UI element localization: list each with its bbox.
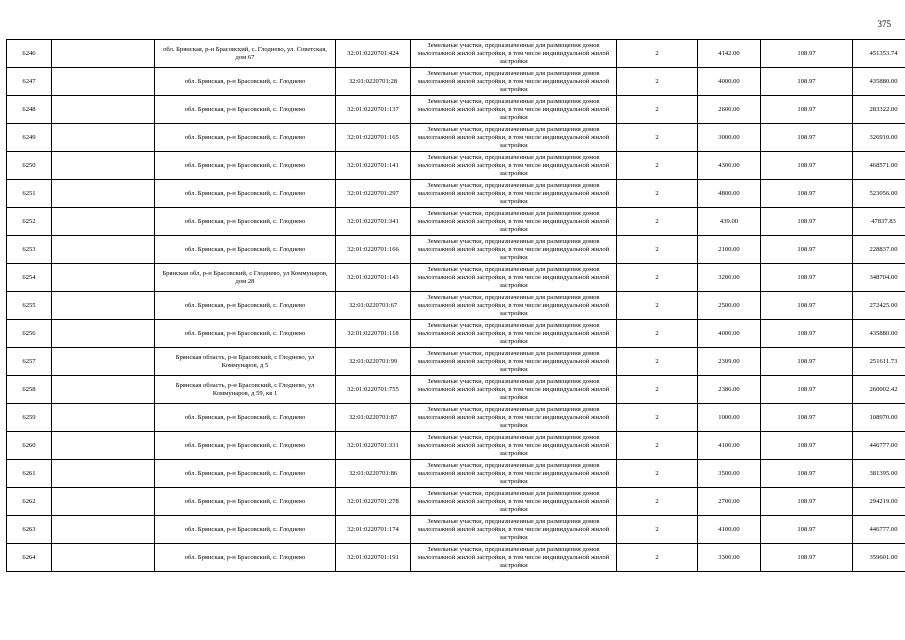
address-cell: обл. Брянская, р-н Брасовский, с. Глоднево (155, 152, 336, 180)
table-row (7, 292, 905, 320)
cadastral-value-cell: 435880.00 (853, 320, 905, 348)
specific-value-cell: 108.97 (761, 68, 853, 96)
cadastral-value-cell: 348704.00 (853, 264, 905, 292)
cadastral-number-cell: 32:01:0220701:28 (336, 68, 411, 96)
address-cell: обл. Брянская, р-н Брасовский, с. Глоднево (155, 432, 336, 460)
address-cell: обл. Брянская, р-н Брасовский, с. Глоднево (155, 544, 336, 572)
cadastral-value-cell: 451353.74 (853, 40, 905, 68)
land-use-purpose-cell: Земельные участки, предназначенные для размещения домов малоэтажной жилой застройки, в том числе индивидуальной жилой застройки (411, 124, 617, 152)
table-row (7, 264, 905, 292)
cadastral-number-cell: 32:01:0220701:67 (336, 292, 411, 320)
cadastral-number-cell: 32:01:0220701:755 (336, 376, 411, 404)
row-number-cell: 6263 (7, 516, 52, 544)
area-cell: 4300.00 (698, 152, 761, 180)
table-row (7, 208, 905, 236)
cadastral-value-cell: 251611.73 (853, 348, 905, 376)
row-number-cell: 6264 (7, 544, 52, 572)
address-cell: обл. Брянская, р-н Брасовский, с. Глоднево (155, 460, 336, 488)
area-cell: 4000.00 (698, 68, 761, 96)
address-cell: Брянская область, р-н Брасовский, с Глоднево, ул Коммунаров, д 59, кв 1 (155, 376, 336, 404)
table-row (7, 68, 905, 96)
land-use-purpose-cell: Земельные участки, предназначенные для размещения домов малоэтажной жилой застройки, в том числе индивидуальной жилой застройки (411, 96, 617, 124)
cadastral-value-cell: 446777.00 (853, 516, 905, 544)
land-use-purpose-cell: Земельные участки, предназначенные для размещения домов малоэтажной жилой застройки, в том числе индивидуальной жилой застройки (411, 236, 617, 264)
cadastral-number-cell: 32:01:0220701:137 (336, 96, 411, 124)
table-row (7, 152, 905, 180)
row-number-cell: 6249 (7, 124, 52, 152)
address-cell: обл. Брянская, р-н Брасовский, с. Глоднево (155, 124, 336, 152)
table-row (7, 180, 905, 208)
cadastral-number-cell: 32:01:0220701:99 (336, 348, 411, 376)
cadastral-value-cell: 294219.00 (853, 488, 905, 516)
cadastral-number-cell: 32:01:0220701:165 (336, 124, 411, 152)
table-row (7, 124, 905, 152)
empty-cell (52, 376, 155, 404)
address-cell: обл. Брянская, р-н Брасовский, с. Глоднево (155, 488, 336, 516)
cadastral-number-cell: 32:01:0220701:174 (336, 516, 411, 544)
area-cell: 2100.00 (698, 236, 761, 264)
land-use-purpose-cell: Земельные участки, предназначенные для размещения домов малоэтажной жилой застройки, в том числе индивидуальной жилой застройки (411, 320, 617, 348)
cadastral-value-cell: 326910.00 (853, 124, 905, 152)
empty-cell (52, 68, 155, 96)
land-use-purpose-cell: Земельные участки, предназначенные для размещения домов малоэтажной жилой застройки, в том числе индивидуальной жилой застройки (411, 348, 617, 376)
row-number-cell: 6258 (7, 376, 52, 404)
table-row (7, 236, 905, 264)
row-number-cell: 6250 (7, 152, 52, 180)
land-use-purpose-cell: Земельные участки, предназначенные для размещения домов малоэтажной жилой застройки, в том числе индивидуальной жилой застройки (411, 488, 617, 516)
empty-cell (52, 152, 155, 180)
row-number-cell: 6261 (7, 460, 52, 488)
area-cell: 2700.00 (698, 488, 761, 516)
table-row (7, 96, 905, 124)
area-cell: 2386.00 (698, 376, 761, 404)
address-cell: обл. Брянская, р-н Брасовский, с. Глоднево (155, 236, 336, 264)
cadastral-number-cell: 32:01:0220701:141 (336, 152, 411, 180)
category-cell: 2 (617, 40, 698, 68)
specific-value-cell: 108.97 (761, 180, 853, 208)
row-number-cell: 6251 (7, 180, 52, 208)
specific-value-cell: 108.97 (761, 432, 853, 460)
address-cell: обл. Брянская, р-н Брасовский, с. Глоднево (155, 68, 336, 96)
land-use-purpose-cell: Земельные участки, предназначенные для размещения домов малоэтажной жилой застройки, в том числе индивидуальной жилой застройки (411, 516, 617, 544)
table-row (7, 460, 905, 488)
row-number-cell: 6254 (7, 264, 52, 292)
area-cell: 4800.00 (698, 180, 761, 208)
row-number-cell: 6252 (7, 208, 52, 236)
table-row (7, 432, 905, 460)
row-number-cell: 6253 (7, 236, 52, 264)
land-use-purpose-cell: Земельные участки, предназначенные для размещения домов малоэтажной жилой застройки, в том числе индивидуальной жилой застройки (411, 208, 617, 236)
cadastral-value-cell: 228837.00 (853, 236, 905, 264)
cadastral-number-cell: 32:01:0220701:118 (336, 320, 411, 348)
row-number-cell: 6256 (7, 320, 52, 348)
land-use-purpose-cell: Земельные участки, предназначенные для размещения домов малоэтажной жилой застройки, в том числе индивидуальной жилой застройки (411, 40, 617, 68)
land-use-purpose-cell: Земельные участки, предназначенные для размещения домов малоэтажной жилой застройки, в том числе индивидуальной жилой застройки (411, 292, 617, 320)
empty-cell (52, 264, 155, 292)
cadastral-value-table (6, 39, 905, 572)
cadastral-number-cell: 32:01:0220701:341 (336, 208, 411, 236)
table-row (7, 516, 905, 544)
table-row (7, 376, 905, 404)
area-cell: 4100.00 (698, 432, 761, 460)
table-row (7, 320, 905, 348)
category-cell: 2 (617, 292, 698, 320)
land-use-purpose-cell: Земельные участки, предназначенные для размещения домов малоэтажной жилой застройки, в том числе индивидуальной жилой застройки (411, 404, 617, 432)
specific-value-cell: 108.97 (761, 124, 853, 152)
cadastral-value-cell: 435880.00 (853, 68, 905, 96)
area-cell: 3500.00 (698, 460, 761, 488)
specific-value-cell: 108.97 (761, 320, 853, 348)
empty-cell (52, 96, 155, 124)
cadastral-number-cell: 32:01:0220701:297 (336, 180, 411, 208)
land-use-purpose-cell: Земельные участки, предназначенные для размещения домов малоэтажной жилой застройки, в том числе индивидуальной жилой застройки (411, 544, 617, 572)
address-cell: Брянская область, р-н Брасовский, с Глоднево, ул Коммунаров, д 5 (155, 348, 336, 376)
address-cell: обл. Брянская, р-н Брасовский, с. Глоднево (155, 292, 336, 320)
row-number-cell: 6260 (7, 432, 52, 460)
cadastral-value-cell: 523056.00 (853, 180, 905, 208)
area-cell: 2600.00 (698, 96, 761, 124)
category-cell: 2 (617, 180, 698, 208)
address-cell: обл. Брянская, р-н Брасовский, с. Глоднево (155, 180, 336, 208)
cadastral-value-cell: 468571.00 (853, 152, 905, 180)
land-use-purpose-cell: Земельные участки, предназначенные для размещения домов малоэтажной жилой застройки, в том числе индивидуальной жилой застройки (411, 180, 617, 208)
category-cell: 2 (617, 404, 698, 432)
row-number-cell: 6255 (7, 292, 52, 320)
specific-value-cell: 108.97 (761, 236, 853, 264)
cadastral-value-cell: 272425.00 (853, 292, 905, 320)
category-cell: 2 (617, 208, 698, 236)
table-row (7, 488, 905, 516)
category-cell: 2 (617, 516, 698, 544)
cadastral-number-cell: 32:01:0220701:86 (336, 460, 411, 488)
table-row (7, 348, 905, 376)
table-row (7, 544, 905, 572)
category-cell: 2 (617, 376, 698, 404)
category-cell: 2 (617, 236, 698, 264)
cadastral-value-cell: 260002.42 (853, 376, 905, 404)
empty-cell (52, 432, 155, 460)
cadastral-value-cell: 446777.00 (853, 432, 905, 460)
area-cell: 3000.00 (698, 124, 761, 152)
empty-cell (52, 236, 155, 264)
empty-cell (52, 124, 155, 152)
cadastral-number-cell: 32:01:0220701:331 (336, 432, 411, 460)
address-cell: Брянская обл, р-н Брасовский, с Глоднево, ул Коммунаров, дом 28 (155, 264, 336, 292)
cadastral-number-cell: 32:01:0220701:143 (336, 264, 411, 292)
category-cell: 2 (617, 488, 698, 516)
specific-value-cell: 108.97 (761, 96, 853, 124)
cadastral-number-cell: 32:01:0220701:424 (336, 40, 411, 68)
category-cell: 2 (617, 348, 698, 376)
address-cell: обл. Брянская, р-н Брасовский, с. Глоднево, ул. Советская, дом 67 (155, 40, 336, 68)
area-cell: 4100.00 (698, 516, 761, 544)
area-cell: 2309.00 (698, 348, 761, 376)
empty-cell (52, 544, 155, 572)
row-number-cell: 6262 (7, 488, 52, 516)
area-cell: 4000.00 (698, 320, 761, 348)
land-use-purpose-cell: Земельные участки, предназначенные для размещения домов малоэтажной жилой застройки, в том числе индивидуальной жилой застройки (411, 68, 617, 96)
area-cell: 4142.00 (698, 40, 761, 68)
land-use-purpose-cell: Земельные участки, предназначенные для размещения домов малоэтажной жилой застройки, в том числе индивидуальной жилой застройки (411, 264, 617, 292)
address-cell: обл. Брянская, р-н Брасовский, с. Глоднево (155, 96, 336, 124)
specific-value-cell: 108.97 (761, 152, 853, 180)
category-cell: 2 (617, 68, 698, 96)
empty-cell (52, 320, 155, 348)
address-cell: обл. Брянская, р-н Брасовский, с. Глоднево (155, 208, 336, 236)
area-cell: 439.00 (698, 208, 761, 236)
cadastral-value-cell: 381395.00 (853, 460, 905, 488)
address-cell: обл. Брянская, р-н Брасовский, с. Глоднево (155, 320, 336, 348)
cadastral-value-cell: 283322.00 (853, 96, 905, 124)
category-cell: 2 (617, 460, 698, 488)
page-number: 375 (877, 19, 891, 29)
row-number-cell: 6248 (7, 96, 52, 124)
empty-cell (52, 292, 155, 320)
land-use-purpose-cell: Земельные участки, предназначенные для размещения домов малоэтажной жилой застройки, в том числе индивидуальной жилой застройки (411, 152, 617, 180)
category-cell: 2 (617, 264, 698, 292)
empty-cell (52, 460, 155, 488)
specific-value-cell: 108.97 (761, 488, 853, 516)
empty-cell (52, 180, 155, 208)
specific-value-cell: 108.97 (761, 404, 853, 432)
specific-value-cell: 108.97 (761, 460, 853, 488)
specific-value-cell: 108.97 (761, 208, 853, 236)
specific-value-cell: 108.97 (761, 348, 853, 376)
row-number-cell: 6259 (7, 404, 52, 432)
address-cell: обл. Брянская, р-н Брасовский, с. Глоднево (155, 404, 336, 432)
area-cell: 3200.00 (698, 264, 761, 292)
area-cell: 2500.00 (698, 292, 761, 320)
table-row (7, 40, 905, 68)
cadastral-value-cell: 359601.00 (853, 544, 905, 572)
cadastral-number-cell: 32:01:0220701:191 (336, 544, 411, 572)
category-cell: 2 (617, 320, 698, 348)
empty-cell (52, 516, 155, 544)
empty-cell (52, 488, 155, 516)
specific-value-cell: 108.97 (761, 544, 853, 572)
empty-cell (52, 348, 155, 376)
category-cell: 2 (617, 432, 698, 460)
address-cell: обл. Брянская, р-н Брасовский, с. Глоднево (155, 516, 336, 544)
row-number-cell: 6246 (7, 40, 52, 68)
cadastral-value-cell: 47837.83 (853, 208, 905, 236)
land-use-purpose-cell: Земельные участки, предназначенные для размещения домов малоэтажной жилой застройки, в том числе индивидуальной жилой застройки (411, 432, 617, 460)
land-use-purpose-cell: Земельные участки, предназначенные для размещения домов малоэтажной жилой застройки, в том числе индивидуальной жилой застройки (411, 376, 617, 404)
area-cell: 3300.00 (698, 544, 761, 572)
specific-value-cell: 108.97 (761, 516, 853, 544)
cadastral-number-cell: 32:01:0220701:166 (336, 236, 411, 264)
category-cell: 2 (617, 544, 698, 572)
specific-value-cell: 108.97 (761, 292, 853, 320)
cadastral-number-cell: 32:01:0220701:87 (336, 404, 411, 432)
area-cell: 1000.00 (698, 404, 761, 432)
empty-cell (52, 208, 155, 236)
table-row (7, 404, 905, 432)
category-cell: 2 (617, 124, 698, 152)
empty-cell (52, 404, 155, 432)
specific-value-cell: 108.97 (761, 264, 853, 292)
row-number-cell: 6247 (7, 68, 52, 96)
cadastral-value-cell: 108970.00 (853, 404, 905, 432)
land-use-purpose-cell: Земельные участки, предназначенные для размещения домов малоэтажной жилой застройки, в том числе индивидуальной жилой застройки (411, 460, 617, 488)
category-cell: 2 (617, 96, 698, 124)
category-cell: 2 (617, 152, 698, 180)
row-number-cell: 6257 (7, 348, 52, 376)
empty-cell (52, 40, 155, 68)
specific-value-cell: 108.97 (761, 376, 853, 404)
table-body (7, 40, 905, 572)
cadastral-number-cell: 32:01:0220701:278 (336, 488, 411, 516)
specific-value-cell: 108.97 (761, 40, 853, 68)
